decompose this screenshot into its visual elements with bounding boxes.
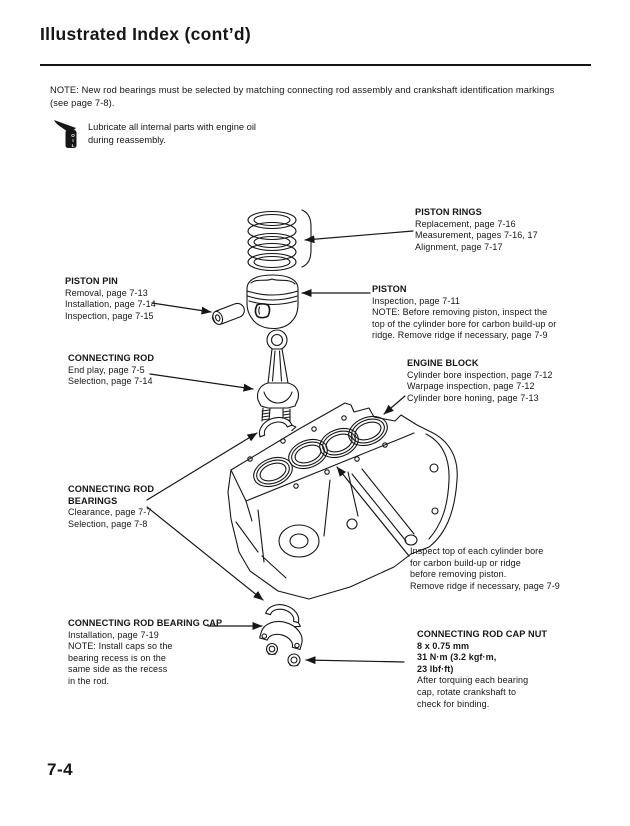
piston-rings-leader [305, 231, 413, 240]
page-number: 7-4 [47, 760, 74, 779]
lubrication-note: Lubricate all internal parts with engine oil during reassembly. [88, 122, 256, 145]
title-rule [40, 64, 591, 66]
oil-icon-label: OIL [70, 133, 76, 148]
piston-rings-drawing [248, 212, 296, 271]
piston-drawing [247, 275, 298, 329]
connecting-rod-label [68, 353, 154, 388]
bearing-cap-label-lines: Installation, page 7-19 NOTE: Install caps so the bearing recess is on the same side as the recess in the rod. [68, 629, 173, 686]
piston-label [372, 284, 556, 342]
piston-rings-label-lines: Replacement, page 7-16 Measurement, pages 7-16, 17 Alignment, page 7-17 [415, 218, 538, 252]
bearing-cap-label-title: CONNECTING ROD BEARING CAP [68, 618, 223, 628]
inspect-bore-note [410, 546, 560, 592]
piston-rings-label [415, 207, 538, 253]
connecting-rod-bearings-label-lines: Clearance, page 7-7 Selection, page 7-8 [68, 507, 152, 529]
connecting-rod-bearings-label-title: CONNECTING ROD BEARINGS [68, 484, 155, 506]
piston-label-lines: Inspection, page 7-11 NOTE: Before removing piston, inspect the top of the cylinder bore for carbon build-up or ridge. Remove ridge if necessary, page 7-9 [372, 295, 557, 341]
connecting-rod-label-lines: End play, page 7-5 Selection, page 7-14 [68, 364, 153, 387]
piston-pin-leader [152, 303, 211, 312]
cap-nut-label-title: CONNECTING ROD CAP NUT [417, 629, 548, 639]
engine-block-leader [384, 396, 405, 414]
connecting-rod-drawing [257, 330, 298, 422]
page-title: Illustrated Index (cont’d) [40, 24, 252, 44]
cap-nut-leader [306, 660, 404, 662]
piston-label-title: PISTON [372, 284, 407, 294]
piston-pin-label-title: PISTON PIN [65, 276, 118, 286]
bearing-cap-label [68, 618, 222, 688]
piston-pin-drawing [211, 301, 247, 326]
cap-nut-label-spec: 8 x 0.75 mm 31 N·m (3.2 kgf·m, 23 lbf·ft) [417, 640, 497, 674]
inspect-bore-note-lines: Inspect top of each cylinder bore for carbon build-up or ridge before removing piston. Remove ridge if necessary, page 7-9 [410, 546, 560, 591]
piston-pin-label-lines: Removal, page 7-13 Installation, page 7-14 Inspection, page 7-15 [65, 287, 156, 321]
piston-rings-label-title: PISTON RINGS [415, 207, 482, 217]
connecting-rod-bearings-label [68, 484, 154, 530]
piston-pin-label [65, 276, 156, 322]
piston-rings-bracket [302, 210, 311, 267]
engine-block-label-title: ENGINE BLOCK [407, 358, 479, 368]
note-text: NOTE: New rod bearings must be selected by matching connecting rod assembly and crankshaft identification markings (see page 7-8). [50, 85, 555, 108]
engine-block-label [407, 358, 553, 404]
engine-block-label-lines: Cylinder bore inspection, page 7-12 Warpage inspection, page 7-12 Cylinder bore honing, page 7-13 [407, 369, 553, 403]
cap-nut-label-lines: After torquing each bearing cap, rotate crankshaft to check for binding. [417, 675, 529, 709]
cap-nut-label [417, 629, 547, 710]
connecting-rod-leader [150, 374, 253, 389]
connecting-rod-label-title: CONNECTING ROD [68, 353, 155, 363]
